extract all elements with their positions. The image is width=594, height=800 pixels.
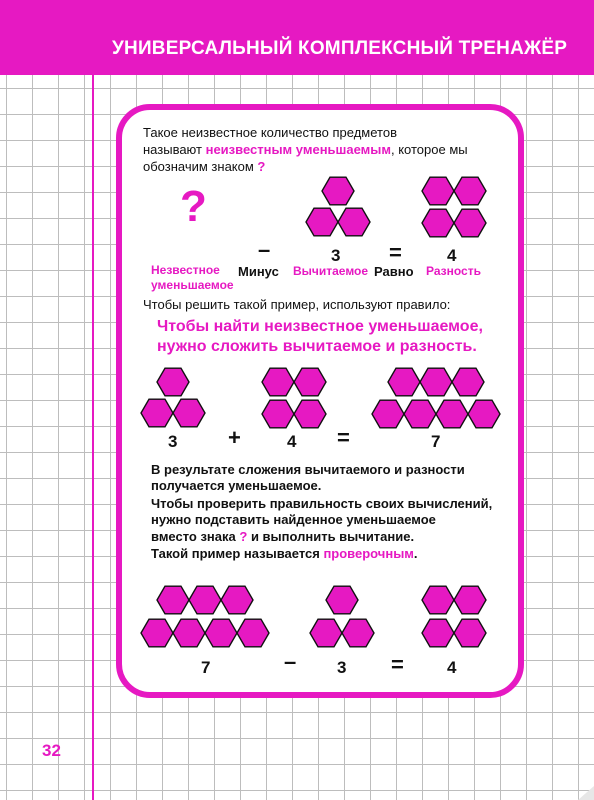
check-line-1: Чтобы проверить правильность своих вычислений, (151, 496, 493, 511)
label-minus: Минус (238, 264, 279, 279)
rule-line-1: Чтобы найти неизвестное уменьшаемое, (157, 318, 483, 335)
page-corner (578, 786, 594, 800)
page-number: 32 (42, 741, 61, 760)
ex3-minus-sign: – (284, 649, 297, 674)
question-sign: ? (257, 159, 266, 174)
label-minuend-line1: Незвестное (151, 263, 220, 277)
minus-sign: – (258, 237, 271, 262)
ex3-result-hexagons (422, 586, 486, 647)
result-line-1: В результате сложения вычитаемого и разности (151, 462, 465, 477)
difference-number: 4 (447, 246, 457, 265)
ex3-a-hexagons (141, 586, 269, 647)
subtrahend-number: 3 (331, 246, 341, 265)
rule-intro: Чтобы решить такой пример, используют правило: (143, 297, 451, 312)
check-line-3: вместо знака ? и выполнить вычитание. (151, 529, 415, 544)
ex3-result: 4 (447, 658, 457, 677)
ex1-difference-hexagons (422, 177, 486, 237)
label-minuend-line2: уменьшаемое (151, 278, 234, 292)
label-equals: Равно (374, 264, 414, 279)
ex2-number-b: 4 (287, 432, 297, 451)
ex2-result: 7 (431, 432, 441, 451)
ex2-plus-sign: + (228, 425, 241, 450)
intro-line-2: называют неизвестным уменьшаемым, которое мы (143, 142, 468, 157)
header-title: УНИВЕРСАЛЬНЫЙ КОМПЛЕКСНЫЙ ТРЕНАЖЁР (112, 38, 568, 59)
ex2-result-hexagons (372, 368, 500, 428)
check-line-2: нужно подставить найденное уменьшаемое (151, 512, 436, 527)
intro-line-1: Такое неизвестное количество предметов (143, 125, 397, 140)
unknown-question-mark: ? (180, 182, 207, 231)
ex2-number-a: 3 (168, 432, 178, 451)
question-sign-inline: ? (239, 529, 248, 544)
label-subtrahend: Вычитаемое (293, 264, 369, 278)
highlight-unknown-minuend: неизвестным уменьшаемым (205, 142, 391, 157)
ex2-equals-sign: = (337, 425, 350, 450)
ex3-number-b: 3 (337, 658, 347, 677)
rule-line-2: нужно сложить вычитаемое и разность. (157, 338, 477, 355)
highlight-check-example: проверочным (323, 546, 414, 561)
ex3-number-a: 7 (201, 658, 211, 677)
hexagon-figures (122, 110, 518, 692)
margin-line (92, 75, 94, 800)
ex3-equals-sign: = (391, 652, 404, 677)
ex2-a-hexagons (141, 368, 205, 427)
ex2-b-hexagons (262, 368, 326, 428)
explanation-card (116, 104, 524, 698)
ex1-subtrahend-hexagons (306, 177, 370, 236)
ex3-b-hexagons (310, 586, 374, 647)
check-line-4: Такой пример называется проверочным. (151, 546, 418, 561)
equals-sign: = (389, 240, 402, 265)
intro-line-3: обозначим знаком ? (143, 159, 266, 174)
result-line-2: получается уменьшаемое. (151, 478, 322, 493)
header-bar (0, 0, 594, 75)
label-difference: Разность (426, 264, 481, 278)
